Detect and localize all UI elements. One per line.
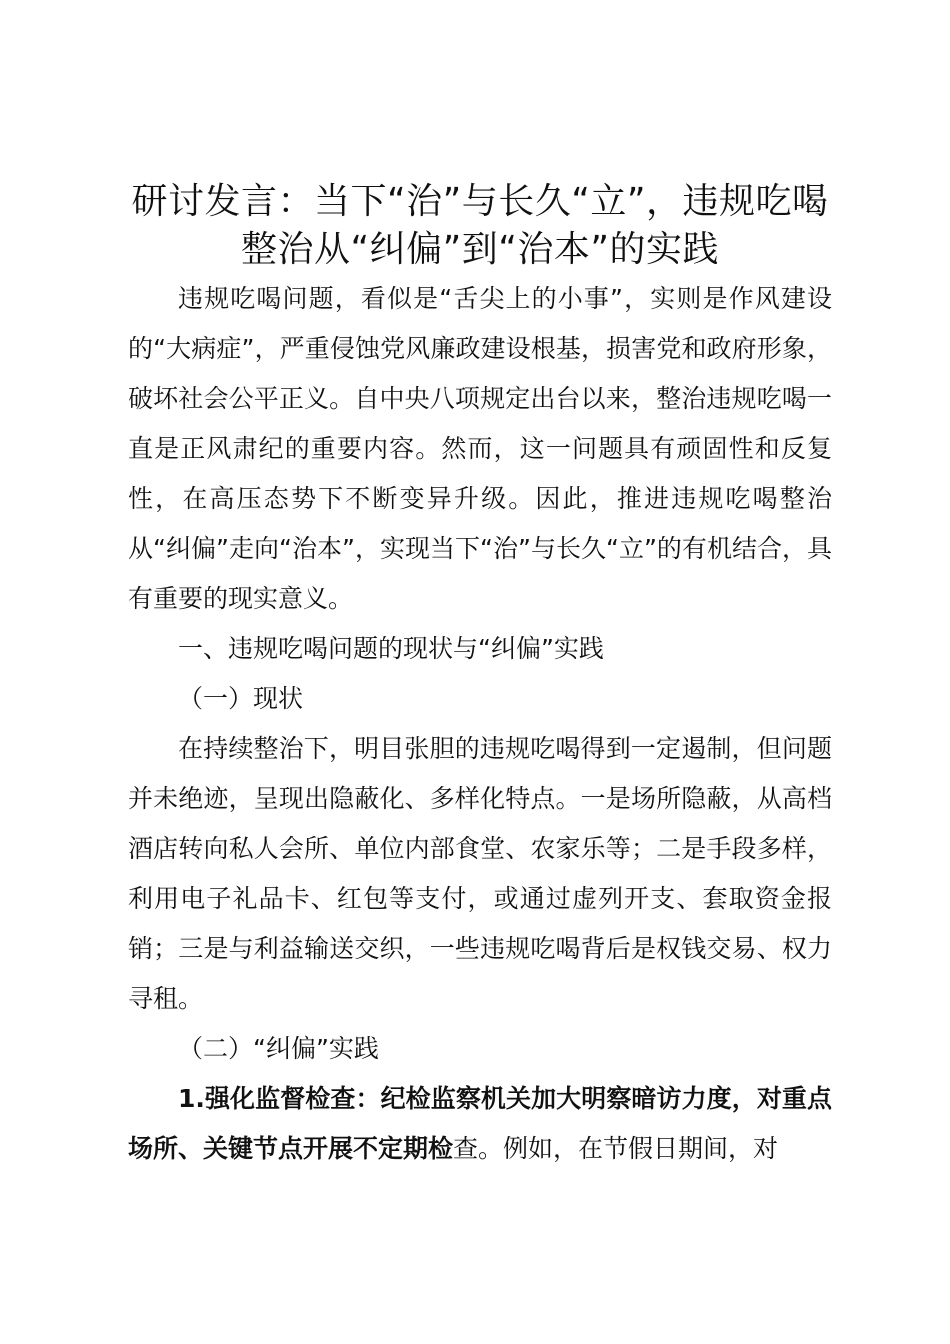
document-title: 研讨发言：当下“治”与长久“立”，违规吃喝整治从“纠偏”到“治本”的实践 [131, 181, 829, 270]
subsection-heading-1: （一）现状 [178, 684, 304, 713]
measure-paragraph-1 [128, 1074, 832, 1174]
subsection-heading-2: （二）“纠偏”实践 [178, 1034, 379, 1063]
status-paragraph: 在持续整治下，明目张胆的违规吃喝得到一定遏制，但问题并未绝迹，呈现出隐蔽化、多样化特点。一是场所隐蔽，从高档酒店转向私人会所、单位内部食堂、农家乐等；二是手段多样，利用电子礼品卡、红包等支付，或通过虚列开支、套取资金报销；三是与利益输送交织，一些违规吃喝背后是权钱交易、权力寻租。 [128, 734, 832, 1013]
intro-paragraph: 违规吃喝问题，看似是“舌尖上的小事”，实则是作风建设的“大病症”，严重侵蚀党风廉政建设根基，损害党和政府形象，破坏社会公平正义。自中央八项规定出台以来，整治违规吃喝一直是正风肃纪的重要内容。然而，这一问题具有顽固性和反复性，在高压态势下不断变异升级。因此，推进违规吃喝整治从“纠偏”走向“治本”，实现当下“治”与长久“立”的有机结合，具有重要的现实意义。 [128, 284, 832, 613]
measure-body-text: 查。例如，在节假日期间，对 [453, 1134, 779, 1163]
measure-bold-lead: 1.强化监督检查：纪检监察机关加大明察暗访力度，对重点场所、关键节点开展不定期检 [128, 1084, 832, 1163]
section-heading-1: 一、违规吃喝问题的现状与“纠偏”实践 [178, 634, 604, 663]
document-page [128, 178, 832, 1174]
